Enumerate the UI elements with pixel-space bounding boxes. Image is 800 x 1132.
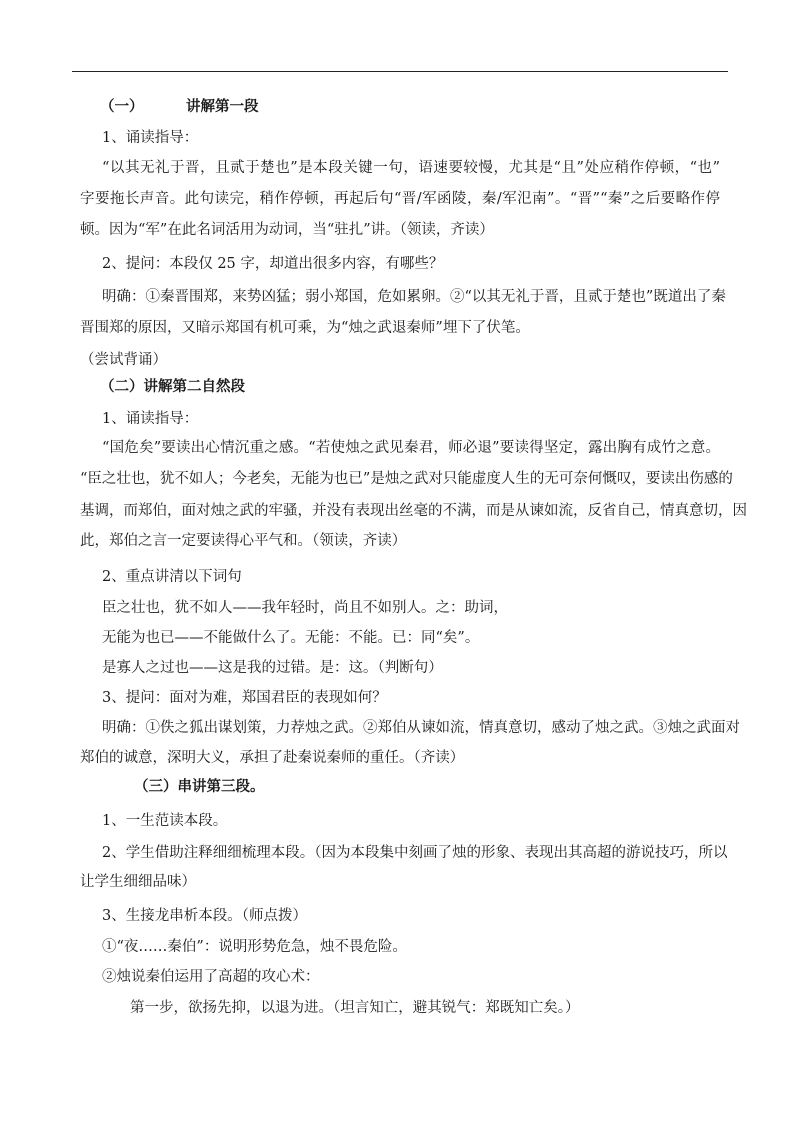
s2-phrase-3: 是寡人之过也——这是我的过错。是：这。（判断句）	[102, 660, 443, 676]
s1-guide-line-2: 字要拖长声音。此句读完，稍作停顿，再起后句“晋/军函陵，秦/军氾南”。“晋”“秦”之后要略作停	[80, 191, 720, 207]
s2-guide-line-1: “国危矣”要读出心情沉重之感。“若使烛之武见秦君，师必退”要读得坚定，露出胸有成竹之意。	[102, 440, 720, 456]
section-one-heading-number: （一）	[100, 98, 144, 115]
section-three-heading: （三）串讲第三段。	[134, 778, 265, 795]
section-two-heading: （二）讲解第二自然段	[100, 378, 245, 395]
s2-phrase-1: 臣之壮也，犹不如人——我年轻时，尚且不如别人。之：助词，	[102, 600, 508, 616]
s1-recite-note: （尝试背诵）	[80, 352, 167, 368]
s3-point-1: ①“夜……秦伯”：说明形势危急，烛不畏危险。	[102, 939, 407, 955]
s3-item-3: 3、生接龙串析本段。（师点拨）	[102, 908, 307, 924]
s3-item-2-line-2: 让学生细细品味）	[80, 874, 196, 890]
s2-question: 3、提问：面对为难，郑国君臣的表现如何？	[102, 690, 387, 706]
s1-question: 2、提问：本段仅 25 字，却道出很多内容，有哪些？	[102, 256, 444, 272]
s1-answer-line-2: 晋围郑的原因，又暗示郑国有机可乘，为“烛之武退秦师”埋下了伏笔。	[80, 320, 530, 336]
s2-key-phrases-title: 2、重点讲清以下词句	[102, 569, 242, 585]
s2-answer-line-2: 郑伯的诚意，深明大义，承担了赴秦说秦师的重任。（齐读）	[80, 750, 465, 766]
s2-reading-guide: 1、诵读指导：	[102, 411, 199, 427]
s1-reading-guide: 1、诵读指导：	[102, 130, 199, 146]
s2-guide-line-3: 基调，而郑伯，面对烛之武的牢骚，并没有表现出丝毫的不满，而是从谏如流，反省自己，情真意切，因	[80, 503, 747, 519]
s2-phrase-2: 无能为也已——不能做什么了。无能：不能。已：同“矣”。	[102, 630, 480, 646]
s3-item-1: 1、一生范读本段。	[102, 813, 228, 829]
s1-guide-line-3: 顿。因为“军”在此名词活用为动词，当“驻扎”讲。（领读，齐读）	[80, 222, 494, 238]
s3-step-1: 第一步，欲扬先抑，以退为进。（坦言知亡，避其锐气：郑既知亡矣。）	[130, 1000, 580, 1016]
s1-guide-line-1: “以其无礼于晋，且贰于楚也”是本段关键一句，语速要较慢，尤其是“且”处应稍作停顿，“也”	[102, 160, 720, 176]
section-one-heading-title: 讲解第一段	[186, 98, 259, 115]
header-rule	[72, 71, 728, 72]
s3-item-2-line-1: 2、学生借助注释细细梳理本段。（因为本段集中刻画了烛的形象、表现出其高超的游说技巧，所以	[102, 845, 728, 861]
s2-guide-line-4: 此，郑伯之言一定要读得心平气和。（领读，齐读）	[80, 533, 407, 549]
s2-answer-line-1: 明确：①佚之狐出谋划策，力荐烛之武。②郑伯从谏如流，情真意切，感动了烛之武。③烛之武面对	[102, 720, 740, 736]
s1-answer-line-1: 明确：①秦晋围郑，来势凶猛；弱小郑国，危如累卵。②“以其无礼于晋，且贰于楚也”既道出了秦	[102, 289, 726, 305]
s3-point-2: ②烛说秦伯运用了高超的攻心术：	[102, 969, 320, 985]
s2-guide-line-2: “臣之壮也，犹不如人；今老矣，无能为也已”是烛之武对只能虚度人生的无可奈何慨叹，要读出伤感的	[80, 471, 733, 487]
